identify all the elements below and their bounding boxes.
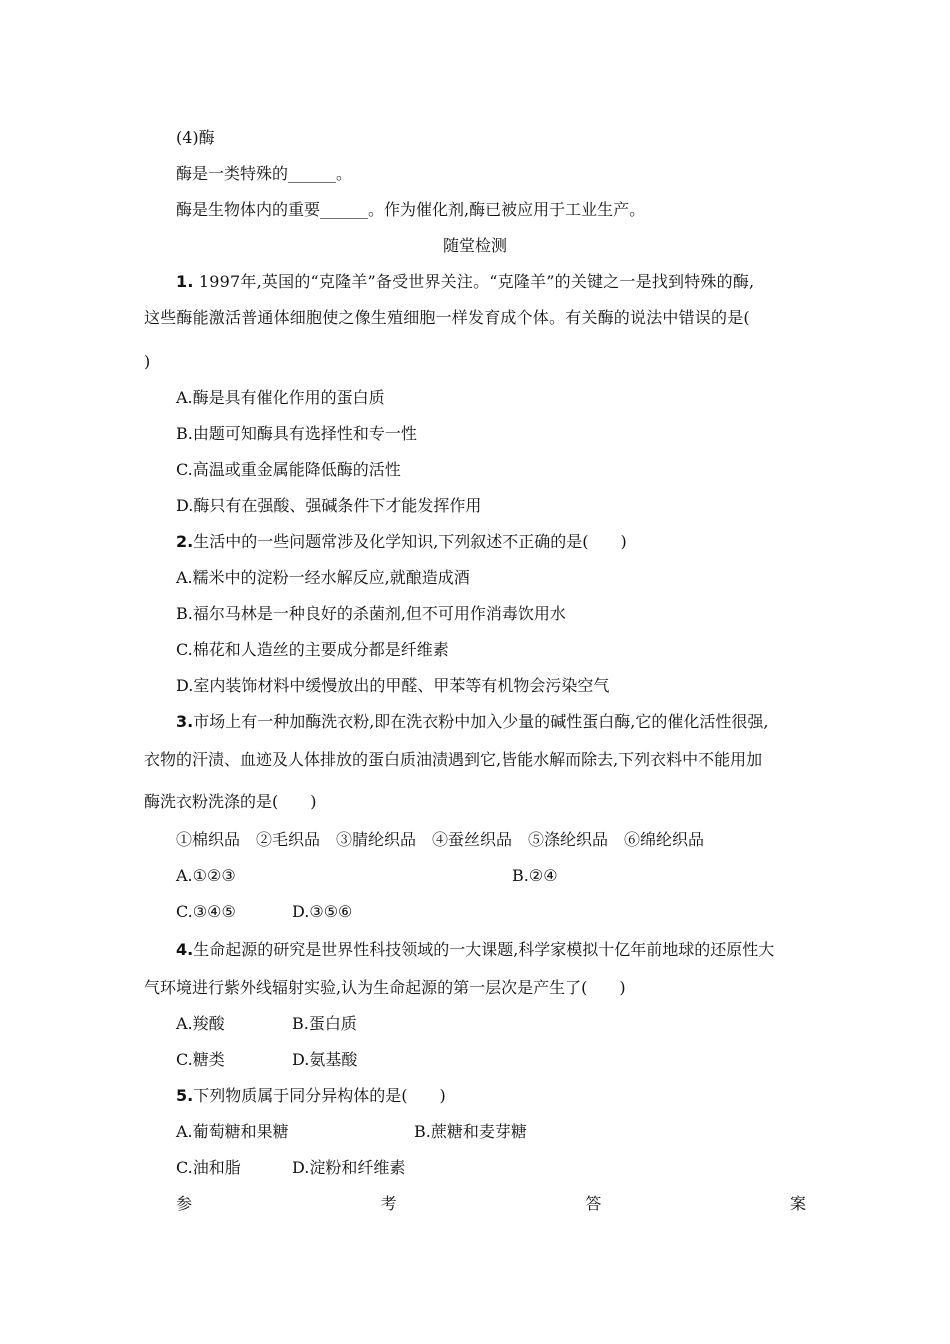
quiz-title: 随堂检测	[442, 236, 507, 255]
question-3-stem-line-1	[176, 712, 768, 732]
answer-heading-char: 参	[176, 1194, 193, 1213]
question-3-stem-line-2: 衣物的汗渍、血迹及人体排放的蛋白质油渍遇到它,皆能水解而除去,下列衣料中不能用加	[144, 750, 763, 769]
enzyme-definition-line: 酶是一类特殊的______。	[176, 164, 353, 183]
question-1-option-a: A.酶是具有催化作用的蛋白质	[176, 388, 385, 407]
question-5-stem	[176, 1086, 446, 1106]
question-text: 生活中的一些问题常涉及化学知识,下列叙述不正确的是( )	[193, 532, 627, 551]
question-3-option-b: B.②④	[512, 866, 558, 885]
question-1-stem-line-2: 这些酶能激活普通体细胞使之像生殖细胞一样发育成个体。有关酶的说法中错误的是(	[144, 308, 750, 327]
question-3-option-d: D.③⑤⑥	[292, 902, 353, 921]
question-text: 下列物质属于同分异构体的是( )	[193, 1086, 446, 1105]
answer-heading	[176, 1194, 806, 1214]
question-1-option-b: B.由题可知酶具有选择性和专一性	[176, 424, 417, 443]
question-3-item-list: ①棉织品 ②毛织品 ③腈纶织品 ④蚕丝织品 ⑤涤纶织品 ⑥绵纶织品	[176, 830, 705, 849]
question-5-option-d: D.淀粉和纤维素	[292, 1158, 406, 1177]
answer-heading-char: 答	[585, 1194, 602, 1213]
question-3-stem-line-3: 酶洗衣粉洗涤的是( )	[144, 792, 317, 811]
question-1-option-c: C.高温或重金属能降低酶的活性	[176, 460, 401, 479]
question-number: 4.	[176, 940, 194, 959]
question-number: 3.	[176, 712, 194, 731]
question-text: 1997年,英国的“克隆羊”备受世界关注。“克隆羊”的关键之一是找到特殊的酶,	[193, 272, 755, 291]
question-3-option-a: A.①②③	[176, 866, 236, 885]
question-1-option-d: D.酶只有在强酸、强碱条件下才能发挥作用	[176, 496, 482, 515]
question-text: 生命起源的研究是世界性科技领域的一大课题,科学家模拟十亿年前地球的还原性大	[193, 940, 775, 959]
question-4-option-d: D.氨基酸	[292, 1050, 358, 1069]
question-2-option-b: B.福尔马林是一种良好的杀菌剂,但不可用作消毒饮用水	[176, 604, 566, 623]
question-4-stem-line-1	[176, 940, 774, 960]
question-5-option-a: A.葡萄糖和果糖	[176, 1122, 289, 1141]
question-3-option-c: C.③④⑤	[176, 902, 236, 921]
question-number: 1.	[176, 272, 194, 291]
question-number: 2.	[176, 532, 194, 551]
question-4-option-a: A.羧酸	[176, 1014, 225, 1033]
question-4-option-b: B.蛋白质	[292, 1014, 357, 1033]
question-1-stem-line-3: )	[144, 352, 151, 371]
answer-heading-char: 考	[380, 1194, 397, 1213]
enzyme-role-line: 酶是生物体内的重要______。作为催化剂,酶已被应用于工业生产。	[176, 200, 646, 219]
question-5-option-b: B.蔗糖和麦芽糖	[414, 1122, 527, 1141]
question-4-stem-line-2: 气环境进行紫外线辐射实验,认为生命起源的第一层次是产生了( )	[144, 978, 626, 997]
question-number: 5.	[176, 1086, 194, 1105]
question-2-option-c: C.棉花和人造丝的主要成分都是纤维素	[176, 640, 449, 659]
question-5-option-c: C.油和脂	[176, 1158, 241, 1177]
question-2-stem	[176, 532, 627, 552]
question-text: 市场上有一种加酶洗衣粉,即在洗衣粉中加入少量的碱性蛋白酶,它的催化活性很强,	[193, 712, 769, 731]
answer-heading-char: 案	[789, 1194, 806, 1213]
question-1-stem-line-1	[176, 272, 754, 292]
question-2-option-d: D.室内装饰材料中缓慢放出的甲醛、甲苯等有机物会污染空气	[176, 676, 610, 695]
question-4-option-c: C.糖类	[176, 1050, 225, 1069]
question-2-option-a: A.糯米中的淀粉一经水解反应,就酿造成酒	[176, 568, 470, 587]
section-heading: (4)酶	[176, 128, 215, 147]
